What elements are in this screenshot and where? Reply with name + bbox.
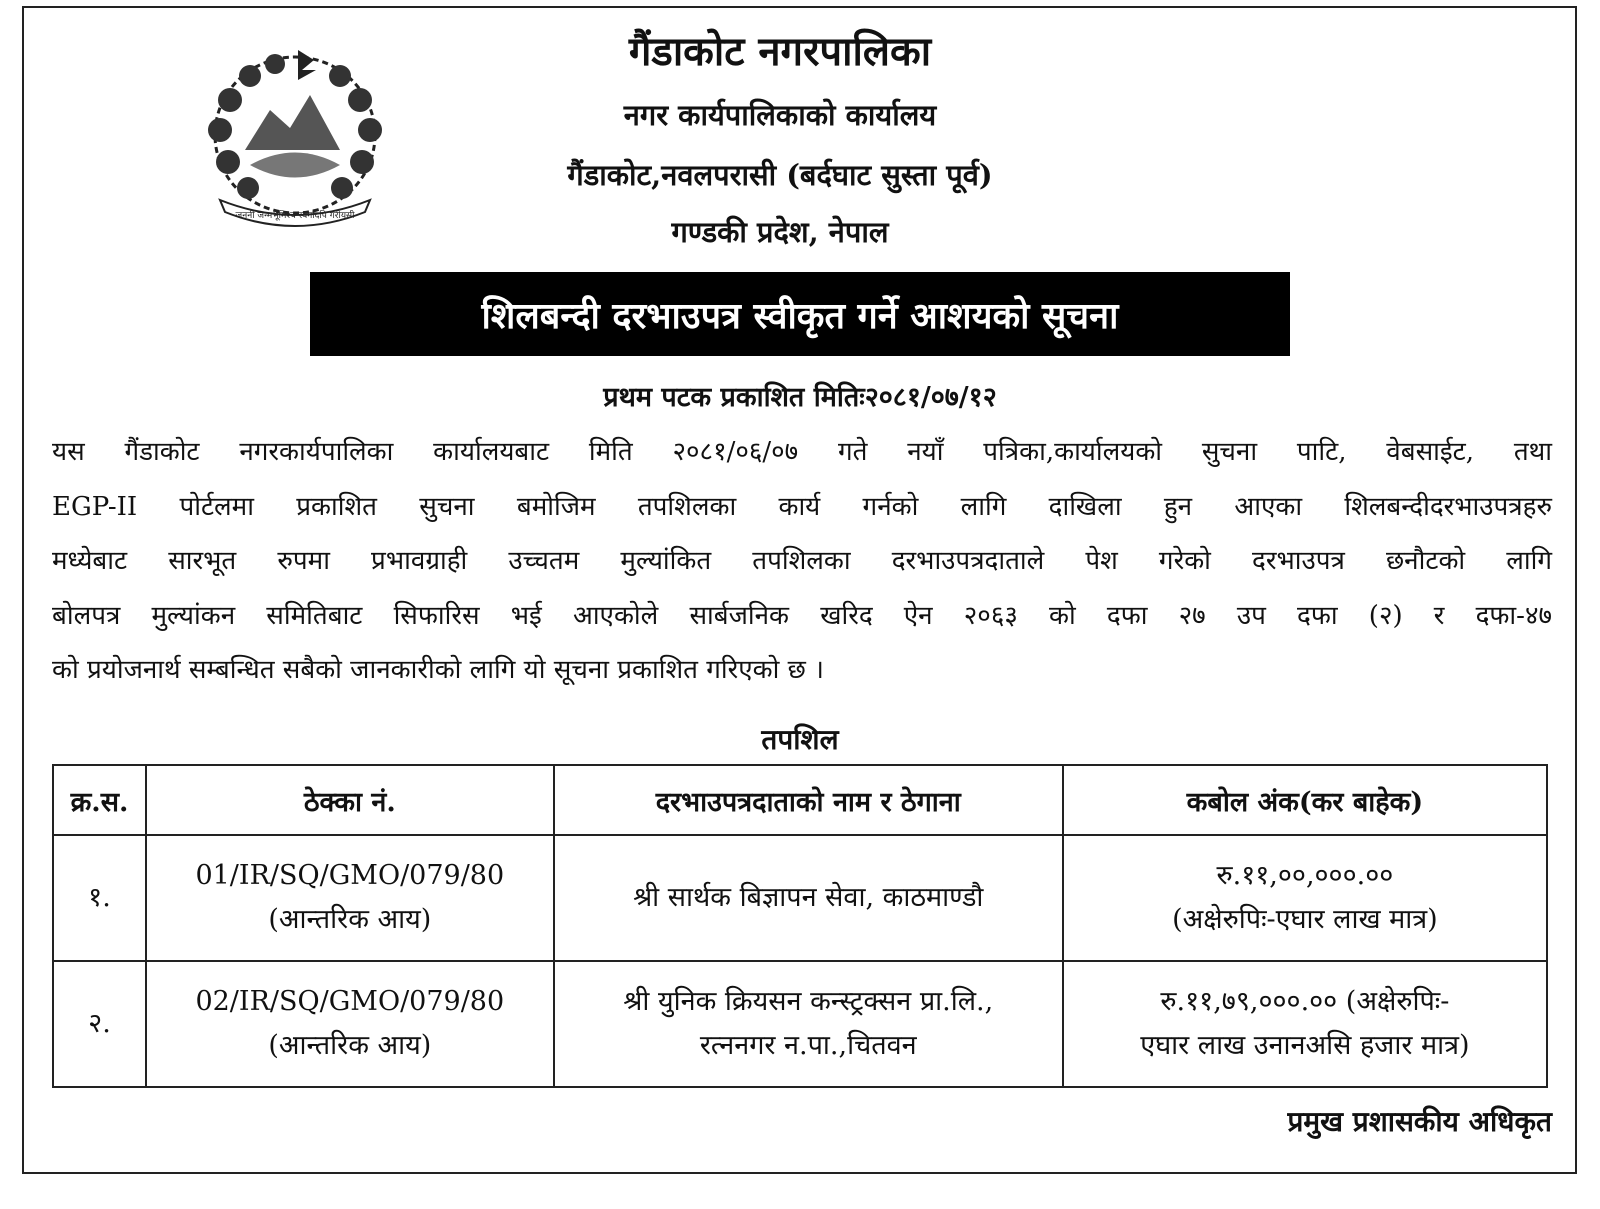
amount-words: एघार लाख उनानअसि हजार मात्र) [1140,1030,1470,1061]
office-name: नगर कार्यपालिकाको कार्यालय [623,98,937,132]
province-country: गण्डकी प्रदेश, नेपाल [671,215,889,249]
cell-amount [1063,961,1547,1087]
body-line: मध्येबाट सारभूत रुपमा प्रभावग्राही उच्चतम मुल्यांकित तपशिलका दरभाउपत्रदाताले पेश गरेको दरभाउपत्र छनौटको लागि [52,546,1552,576]
notice-title: शिलबन्दी दरभाउपत्र स्वीकृत गर्ने आशयको सूचना [310,272,1290,356]
header-sn: क्र.स. [53,765,146,835]
header-amount: कबोल अंक(कर बाहेक) [1063,765,1547,835]
cell-contract [146,835,554,961]
bidder-name: श्री सार्थक बिज्ञापन सेवा, काठमाण्डौ [633,882,984,913]
table-row [53,835,1547,961]
contract-no: 01/IR/SQ/GMO/079/80 [195,860,505,891]
bidder-address: रत्ननगर न.पा.,चितवन [699,1030,917,1061]
contract-no: 02/IR/SQ/GMO/079/80 [195,986,505,1017]
cell-bidder [554,961,1063,1087]
bidder-name: श्री युनिक क्रियसन कन्स्ट्रक्सन प्रा.लि., [623,986,994,1017]
signature-title: प्रमुख प्रशासकीय अधिकृत [1287,1105,1552,1138]
org-name: गैंडाकोट नगरपालिका [628,28,932,75]
cell-sn: २. [53,961,146,1087]
emblem-motto: जननी जन्मभूमिश्च स्वर्गादपि गरीयसी [235,211,355,221]
body-line: बोलपत्र मुल्यांकन समितिबाट सिफारिस भई आएकोले सार्बजनिक खरिद ऐन २०६३ को दफा २७ उप दफा (२) र दफा-४७ [52,600,1552,631]
bid-table [52,764,1548,1088]
office-address: गैंडाकोट,नवलपरासी (बर्दघाट सुस्ता पूर्व) [567,158,993,192]
header-bidder: दरभाउपत्रदाताको नाम र ठेगाना [554,765,1063,835]
cell-bidder [554,835,1063,961]
body-line: EGP-II पोर्टलमा प्रकाशित सुचना बमोजिम तपशिलका कार्य गर्नको लागि दाखिला हुन आएका शिलबन्दीदरभाउपत्रहरु [52,491,1552,522]
body-line: यस गैंडाकोट नगरकार्यपालिका कार्यालयबाट मिति २०८१/०६/०७ गते नयाँ पत्रिका,कार्यालयको सुचना पाटि, वेबसाईट, तथा [52,437,1552,467]
publish-date: प्रथम पटक प्रकाशित मितिः२०८१/०७/१२ [603,382,997,413]
table-row [53,961,1547,1087]
cell-contract [146,961,554,1087]
cell-sn: १. [53,835,146,961]
table-header-row [53,765,1547,835]
cell-amount [1063,835,1547,961]
amount-figure: रु.११,००,०००.०० [1216,860,1394,891]
body-line: को प्रयोजनार्थ सम्बन्धित सबैको जानकारीको लागि यो सूचना प्रकाशित गरिएको छ । [52,655,824,685]
amount-figure: रु.११,७९,०००.०० (अक्षेरुपिः- [1160,986,1450,1017]
notice-body [52,425,1552,698]
amount-words: (अक्षेरुपिः-एघार लाख मात्र) [1172,904,1438,935]
table-title: तपशिल [761,723,839,756]
contract-note: (आन्तरिक आय) [268,904,432,935]
contract-note: (आन्तरिक आय) [268,1030,432,1061]
header-contract-no: ठेक्का नं. [146,765,554,835]
